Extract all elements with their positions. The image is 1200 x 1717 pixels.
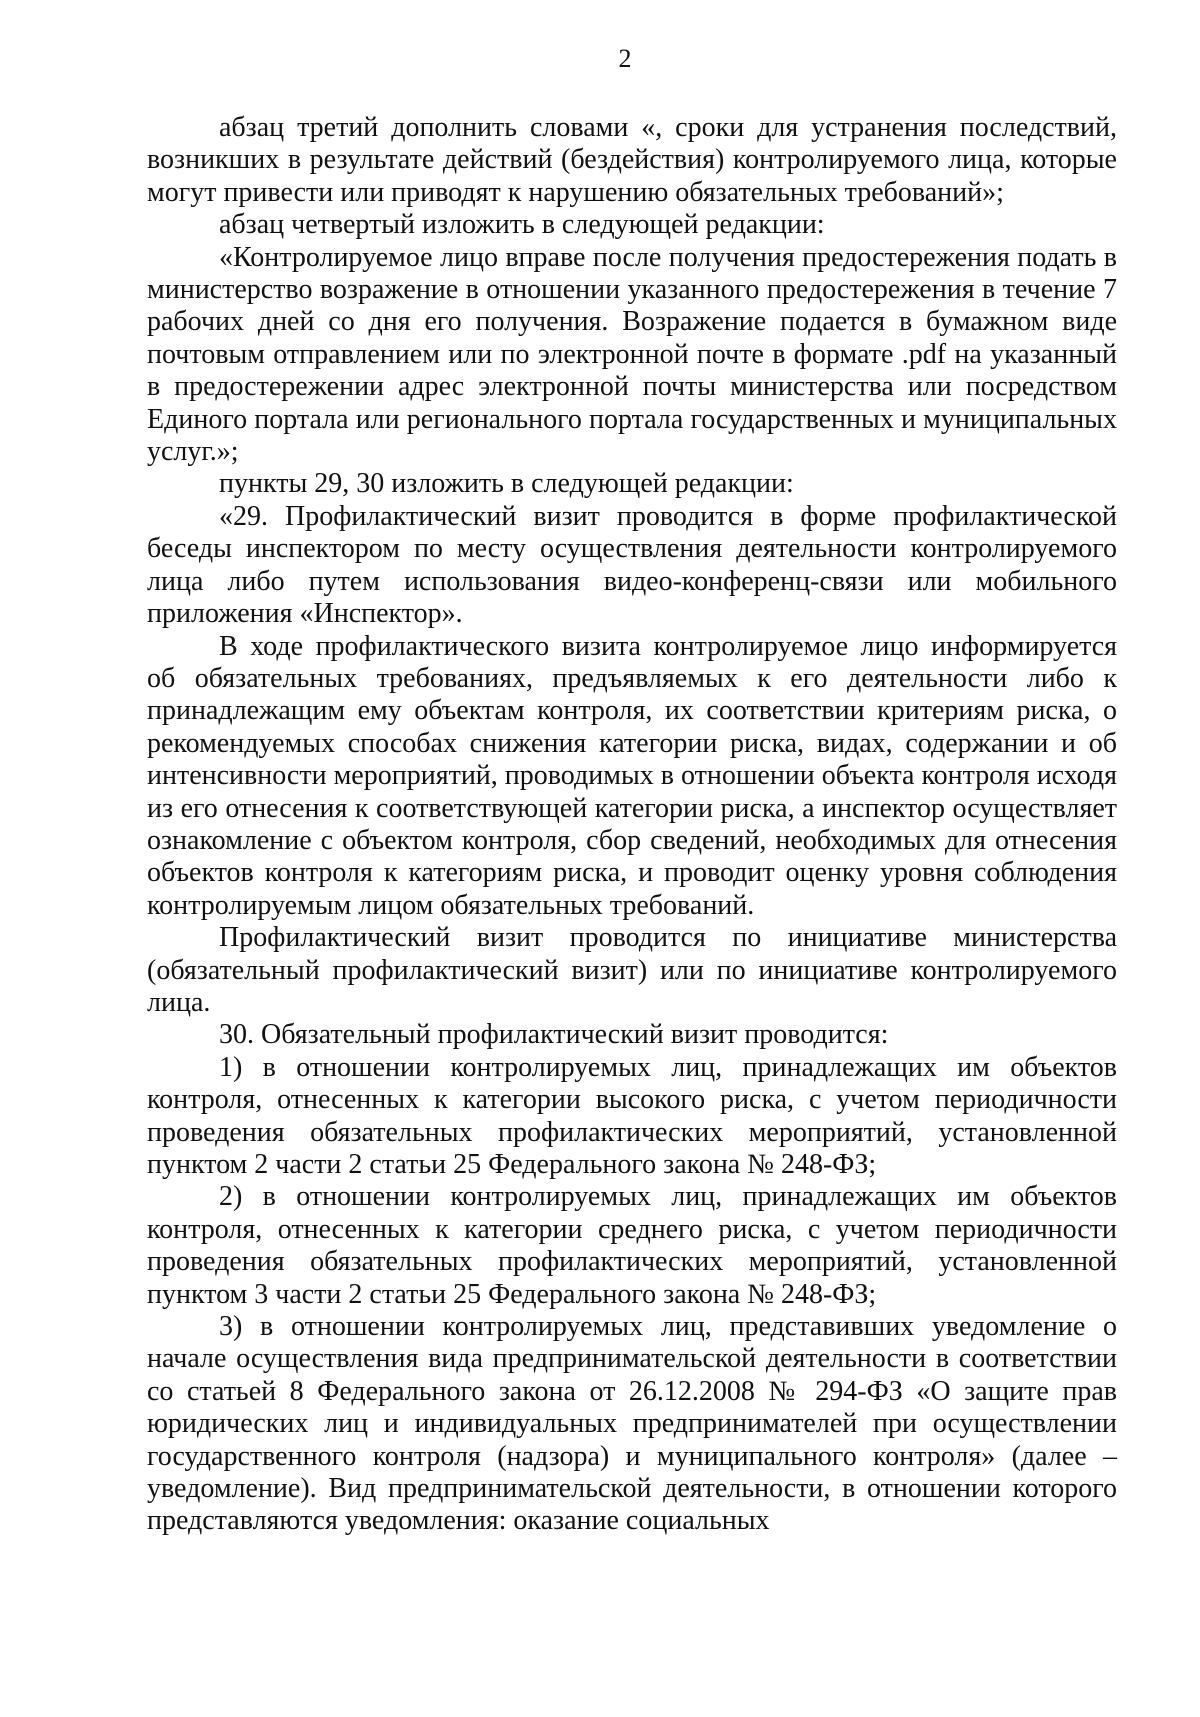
paragraph-8: 30. Обязательный профилактический визит проводится: xyxy=(219,1019,889,1051)
paragraph-9: 1) в отношении контролируемых лиц, принадлежащих им объектов контроля, отнесенных к категории высокого риска, с учетом периодичности проведения обязательных профилактических мероприятий, установленной пунктом 2 части 2 статьи 25 Федерального закона № 248-ФЗ; xyxy=(147,1051,1117,1180)
paragraph-10: 2) в отношении контролируемых лиц, принадлежащих им объектов контроля, отнесенных к категории среднего риска, с учетом периодичности проведения обязательных профилактических мероприятий, установленной пунктом 3 части 2 статьи 25 Федерального закона № 248-ФЗ; xyxy=(147,1181,1117,1310)
paragraph-7: Профилактический визит проводится по инициативе министерства (обязательный профилактический визит) или по инициативе контролируемого лица. xyxy=(147,922,1117,1018)
paragraph-2: абзац четвертый изложить в следующей редакции: xyxy=(219,209,825,241)
paragraph-3: «Контролируемое лицо вправе после получения предостережения подать в министерство возражение в отношении указанного предостережения в течение 7 рабочих дней со дня его получения. Возражение подается в бумажном виде почтовым отправлением или по электронной почте в формате .pdf на указанный в предостережении адрес электронной почты министерства или посредством Единого портала или регионального портала государственных и муниципальных услуг.»; xyxy=(147,241,1117,468)
document-body xyxy=(147,112,1117,1538)
paragraph-1: абзац третий дополнить словами «, сроки для устранения последствий, возникших в результате действий (бездействия) контролируемого лица, которые могут привести или приводят к нарушению обязательных требований»; xyxy=(147,112,1117,208)
paragraph-6: В ходе профилактического визита контролируемое лицо информируется об обязательных требованиях, предъявляемых к его деятельности либо к принадлежащим ему объектам контроля, их соответствии критериям риска, о рекомендуемых способах снижения категории риска, видах, содержании и об интенсивности мероприятий, проводимых в отношении объекта контроля исходя из его отнесения к соответствующей категории риска, а инспектор осуществляет ознакомление с объектом контроля, сбор сведений, необходимых для отнесения объектов контроля к категориям риска, и проводит оценку уровня соблюдения контролируемым лицом обязательных требований. xyxy=(147,630,1117,921)
paragraph-4: пункты 29, 30 изложить в следующей редакции: xyxy=(219,468,794,500)
paragraph-5: «29. Профилактический визит проводится в форме профилактической беседы инспектором по месту осуществления деятельности контролируемого лица либо путем использования видео-конференц-связи или мобильного приложения «Инспектор». xyxy=(147,500,1117,630)
paragraph-11: 3) в отношении контролируемых лиц, представивших уведомление о начале осуществления вида предпринимательской деятельности в соответствии со статьей 8 Федерального закона от 26.12.2008 № 294-ФЗ «О защите прав юридических лиц и индивидуальных предпринимателей при осуществлении государственного контроля (надзора) и муниципального контроля» (далее – уведомление). Вид предпринимательской деятельности, в отношении которого представляются уведомления: оказание социальных xyxy=(147,1311,1117,1537)
page-number: 2 xyxy=(618,44,632,73)
